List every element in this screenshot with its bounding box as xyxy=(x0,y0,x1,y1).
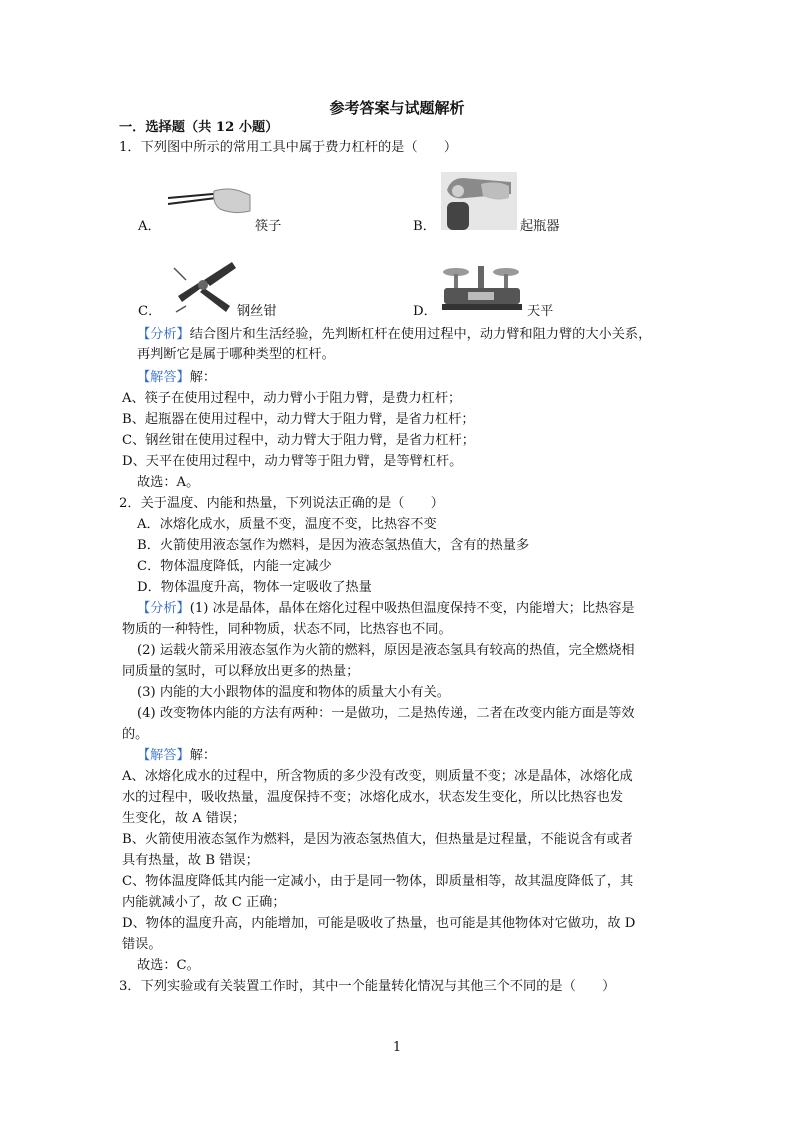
q2-answer-line: 内能就减小了，故 C 正确； xyxy=(122,895,286,910)
section-heading: 一．选择题（共 12 小题） xyxy=(119,120,279,135)
q2-option-b: B．火箭使用液态氢作为燃料，是因为液态氢热值大，含有的热量多 xyxy=(137,538,530,553)
chopsticks-icon xyxy=(162,185,252,217)
q2-answer-line: 生变化，故 A 错误； xyxy=(122,811,246,826)
balance-scale-icon xyxy=(440,262,524,314)
q1-option-c-caption: 钢丝钳 xyxy=(237,304,277,319)
q2-analysis-line: (4) 改变物体内能的方法有两种：一是做功，二是热传递，二者在改变内能方面是等效 xyxy=(137,706,635,721)
q2-stem: 2．关于温度、内能和热量，下列说法正确的是（ ） xyxy=(119,496,444,511)
q2-analysis-tag: 【分析】 xyxy=(137,601,190,616)
bottle-opener-icon xyxy=(441,172,517,230)
q2-analysis-line: (3) 内能的大小跟物体的温度和物体的质量大小有关。 xyxy=(137,685,450,700)
q2-analysis-line: 的。 xyxy=(122,727,149,742)
q2-answer-line: 错误。 xyxy=(122,937,162,952)
q2-answer-heading: 【解答】解： xyxy=(137,748,217,763)
q2-answer-line: 水的过程中，吸收热量，温度保持不变；冰熔化成水，状态发生变化，所以比热容也发 xyxy=(122,790,624,805)
pliers-icon xyxy=(170,258,238,314)
page-title: 参考答案与试题解析 xyxy=(329,99,465,117)
page-number: 1 xyxy=(392,1040,402,1055)
q1-option-c-letter: C． xyxy=(138,304,162,319)
q2-option-d: D．物体温度升高，物体一定吸收了热量 xyxy=(137,580,372,595)
q2-answer-line: B、火箭使用液态氢作为燃料，是因为液态氢热值大，但热量是过程量，不能说含有或者 xyxy=(122,832,633,847)
q2-analysis-line: (2) 运载火箭采用液态氢作为火箭的燃料，原因是液态氢具有较高的热值，完全燃烧相 xyxy=(137,643,635,658)
q1-answer-line: A、筷子在使用过程中，动力臂小于阻力臂，是费力杠杆； xyxy=(122,391,462,406)
q1-answer-tag: 【解答】 xyxy=(137,370,190,385)
q2-answer-line: A、冰熔化成水的过程中，所含物质的多少没有改变，则质量不变；冰是晶体，冰熔化成 xyxy=(122,769,633,784)
q1-answer-heading: 【解答】解： xyxy=(137,370,217,385)
q2-analysis-line-1: 【分析】(1) 冰是晶体，晶体在熔化过程中吸热但温度保持不变，内能增大；比热容是 xyxy=(137,601,635,616)
q1-option-a-letter: A． xyxy=(138,219,161,234)
q1-analysis-tag: 【分析】 xyxy=(137,327,190,342)
q1-answer-line: B、起瓶器在使用过程中，动力臂大于阻力臂，是省力杠杆； xyxy=(122,412,475,427)
q1-stem: 1．下列图中所示的常用工具中属于费力杠杆的是（ ） xyxy=(119,140,458,155)
q1-analysis-line-1: 【分析】结合图片和生活经验，先判断杠杆在使用过程中，动力臂和阻力臂的大小关系， xyxy=(137,327,652,342)
q2-answer-line: D、物体的温度升高，内能增加，可能是吸收了热量，也可能是其他物体对它做功，故 D xyxy=(122,916,636,931)
q2-analysis-line: 同质量的氢时，可以释放出更多的热量； xyxy=(122,664,360,679)
q3-stem: 3．下列实验或有关装置工作时，其中一个能量转化情况与其他三个不同的是（ ） xyxy=(119,979,616,994)
q1-answer-line: D、天平在使用过程中，动力臂等于阻力臂，是等臂杠杆。 xyxy=(122,454,463,469)
q2-final-answer: 故选：C。 xyxy=(137,958,200,973)
q1-option-a-caption: 筷子 xyxy=(255,219,282,234)
q2-analysis-line: 物质的一种特性，同种物质，状态不同，比热容也不同。 xyxy=(122,622,452,637)
q1-option-b-caption: 起瓶器 xyxy=(520,219,560,234)
q1-final-answer: 故选：A。 xyxy=(137,475,200,490)
q1-option-d-letter: D． xyxy=(413,304,437,319)
q1-answer-line: C、钢丝钳在使用过程中，动力臂大于阻力臂，是省力杠杆； xyxy=(122,433,475,448)
q1-analysis-line-2: 再判断它是属于哪种类型的杠杆。 xyxy=(137,347,335,362)
q2-answer-line: C、物体温度降低其内能一定减小，由于是同一物体，即质量相等，故其温度降低了，其 xyxy=(122,874,634,889)
q1-option-b-letter: B． xyxy=(413,219,436,234)
q2-option-a: A．冰熔化成水，质量不变，温度不变，比热容不变 xyxy=(137,517,437,532)
q2-answer-line: 具有热量，故 B 错误； xyxy=(122,853,259,868)
q1-option-d-caption: 天平 xyxy=(527,304,554,319)
q2-answer-tag: 【解答】 xyxy=(137,748,190,763)
q2-option-c: C．物体温度降低，内能一定减少 xyxy=(137,559,332,574)
